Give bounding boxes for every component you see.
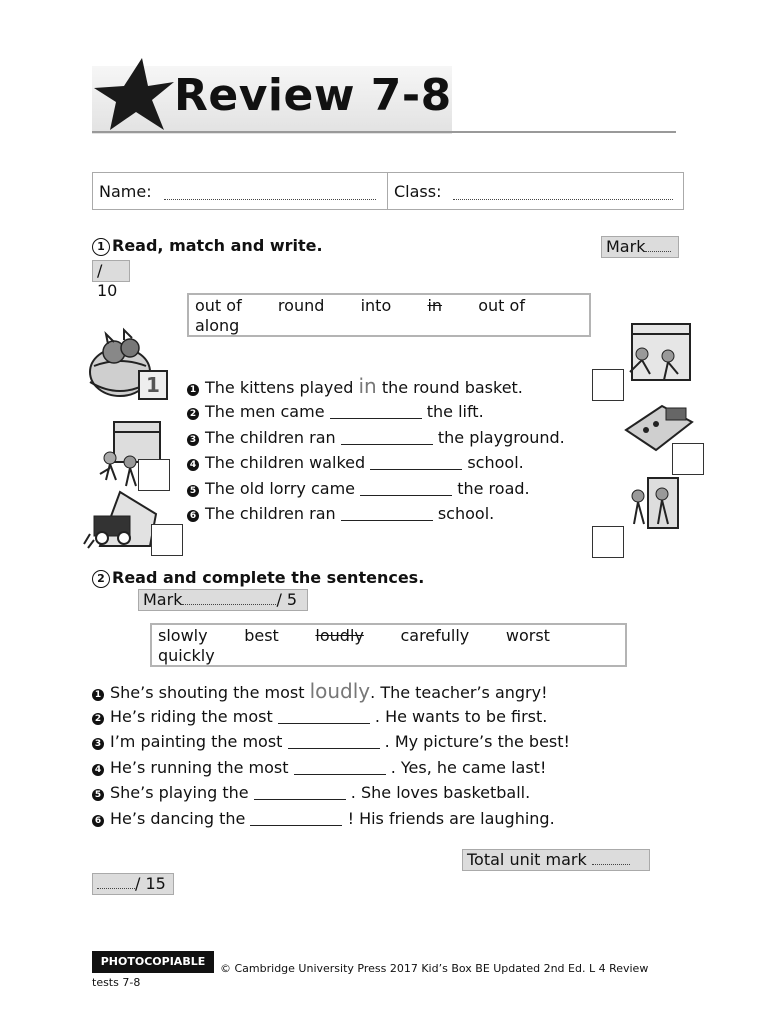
item-number: 5 [187, 485, 199, 497]
answer-blank[interactable] [341, 430, 433, 445]
sentence-text: . He wants to be first. [374, 707, 548, 726]
word-bank-item: worst [505, 626, 550, 645]
sentence-1-2 [187, 402, 484, 422]
sentence-text: I’m painting the most [110, 732, 283, 751]
total-mark-field[interactable] [592, 850, 630, 865]
answer-box[interactable] [592, 526, 624, 558]
page-title: Review 7-8 [174, 70, 452, 121]
section1-mark-label: Mark [606, 237, 646, 256]
total-mark-label: Total unit mark [467, 850, 587, 869]
sentence-text: . My picture’s the best! [384, 732, 570, 751]
section2-mark-field[interactable] [182, 590, 276, 605]
sentence-text: The kittens played [205, 378, 354, 397]
word-bank-item: out of [195, 296, 242, 315]
sentence-text: the round basket. [381, 378, 523, 397]
sentence-1-3 [187, 428, 565, 448]
section2-word-bank [150, 623, 627, 667]
sentence-text: She’s shouting the most [110, 683, 305, 702]
sentence-2-2 [92, 707, 547, 727]
sentence-text: The children ran [205, 428, 336, 447]
sentence-1-6 [187, 504, 494, 524]
word-bank-item-used: loudly [315, 626, 364, 645]
sentence-text: school. [437, 504, 495, 523]
star-icon [92, 56, 176, 134]
word-bank-item-used: in [427, 296, 443, 315]
section2-heading [92, 568, 424, 588]
answer-blank[interactable] [254, 785, 346, 800]
class-field[interactable] [453, 185, 673, 200]
sentence-1-5 [187, 479, 530, 499]
section1-mark-field[interactable] [645, 237, 671, 252]
sentence-text: He’s running the most [110, 758, 289, 777]
word-bank-item: slowly [158, 626, 208, 645]
name-label: Name: [99, 182, 152, 201]
sentence-2-6 [92, 809, 555, 829]
answer-box[interactable] [138, 459, 170, 491]
answer-box-example: 1 [138, 370, 168, 400]
example-answer: loudly [309, 679, 371, 703]
item-number: 4 [92, 764, 104, 776]
sentence-text: the road. [457, 479, 530, 498]
word-bank-item: into [360, 296, 392, 315]
sentence-text: The old lorry came [205, 479, 356, 498]
section1-heading-text: Read, match and write. [112, 236, 323, 255]
section1-mark-total: / 10 [92, 260, 130, 282]
copyright-line-2: tests 7-8 [92, 976, 141, 989]
sentence-text: He’s dancing the [110, 809, 246, 828]
section2-mark-total: / 5 [276, 590, 298, 609]
answer-box[interactable] [672, 443, 704, 475]
item-number: 3 [187, 434, 199, 446]
sentence-text: . Yes, he came last! [390, 758, 547, 777]
sentence-text: ! His friends are laughing. [347, 809, 555, 828]
word-bank-item: quickly [158, 646, 215, 665]
sentence-text: school. [467, 453, 524, 472]
answer-blank[interactable] [288, 734, 380, 749]
word-bank-item: out of [478, 296, 525, 315]
item-number: 1 [92, 689, 104, 701]
section2-mark-box [138, 589, 308, 611]
sentence-text: He’s riding the most [110, 707, 273, 726]
answer-box[interactable] [151, 524, 183, 556]
answer-blank[interactable] [341, 506, 433, 521]
answer-blank[interactable] [370, 455, 462, 470]
answer-blank[interactable] [278, 709, 370, 724]
item-number: 5 [92, 789, 104, 801]
answer-blank[interactable] [250, 811, 342, 826]
section1-mark-box [601, 236, 679, 258]
answer-blank[interactable] [294, 760, 386, 775]
children-school-picture [622, 474, 694, 530]
section1-heading [92, 236, 323, 256]
photocopiable-badge: PHOTOCOPIABLE [92, 951, 214, 973]
answer-blank[interactable] [360, 481, 452, 496]
total-mark-value: / 15 [135, 874, 166, 893]
section2-number: 2 [92, 570, 110, 588]
total-mark-box [462, 849, 650, 871]
word-bank-item: along [195, 316, 240, 335]
sentence-text: . The teacher’s angry! [370, 683, 548, 702]
sentence-1-4 [187, 453, 524, 473]
answer-box[interactable] [592, 369, 624, 401]
sentence-text: the lift. [426, 402, 484, 421]
item-number: 3 [92, 738, 104, 750]
total-mark-value-box [92, 873, 174, 895]
section2-mark-label: Mark [143, 590, 183, 609]
sentence-2-1 [92, 681, 548, 703]
item-number: 2 [187, 408, 199, 420]
example-answer: in [358, 374, 377, 398]
name-class-divider [387, 173, 388, 209]
sentence-2-5 [92, 783, 530, 803]
name-field[interactable] [164, 185, 376, 200]
sentence-2-3 [92, 732, 570, 752]
class-label: Class: [394, 182, 442, 201]
section1-number: 1 [92, 238, 110, 256]
sentence-text: The men came [205, 402, 325, 421]
sentence-2-4 [92, 758, 546, 778]
word-bank-item: best [244, 626, 279, 645]
item-number: 4 [187, 459, 199, 471]
item-number: 2 [92, 713, 104, 725]
word-bank-item: carefully [400, 626, 470, 645]
sentence-text: the playground. [437, 428, 565, 447]
men-lift-picture [620, 322, 694, 384]
section1-word-bank [187, 293, 591, 337]
section2-heading-text: Read and complete the sentences. [112, 568, 425, 587]
sentence-text: The children walked [205, 453, 366, 472]
total-mark-field-2[interactable] [97, 874, 135, 889]
answer-blank[interactable] [330, 404, 422, 419]
copyright-line: © Cambridge University Press 2017 Kid’s Box BE Updated 2nd Ed. L 4 Review [220, 962, 649, 975]
item-number: 6 [92, 815, 104, 827]
sentence-text: . She loves basketball. [350, 783, 531, 802]
sentence-text: The children ran [205, 504, 336, 523]
item-number: 6 [187, 510, 199, 522]
title-underline [92, 131, 676, 133]
word-bank-item: round [277, 296, 325, 315]
sentence-text: She’s playing the [110, 783, 249, 802]
item-number: 1 [187, 384, 199, 396]
sentence-1-1 [187, 376, 523, 398]
